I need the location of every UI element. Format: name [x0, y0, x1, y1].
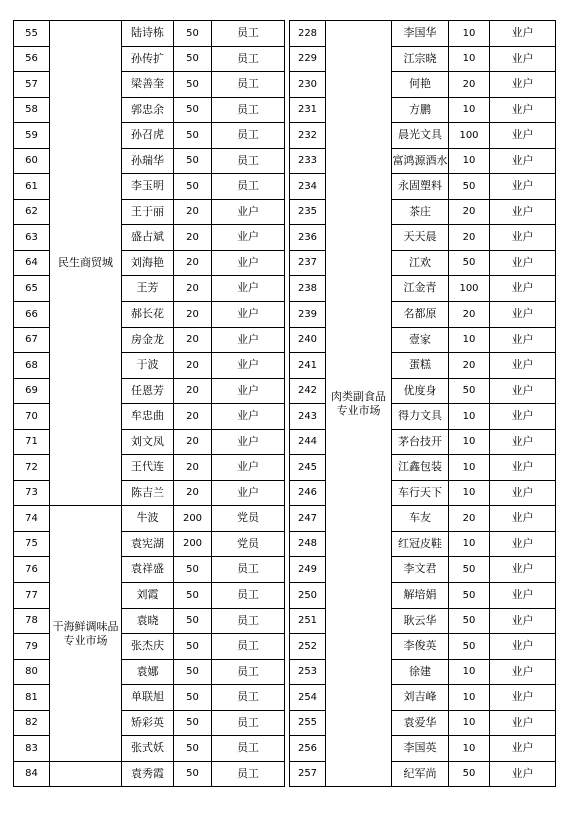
amount-cell: 50	[174, 710, 212, 736]
role-cell: 业户	[212, 429, 285, 455]
amount-cell: 200	[174, 506, 212, 532]
amount-cell: 50	[449, 557, 490, 583]
donor-name-cell: 刘海艳	[122, 250, 174, 276]
donor-name-cell: 孙传扩	[122, 46, 174, 72]
amount-cell: 10	[449, 97, 490, 123]
amount-cell: 200	[174, 531, 212, 557]
donor-name-cell: 王代连	[122, 455, 174, 481]
donor-name-cell: 房金龙	[122, 327, 174, 353]
row-number-cell: 239	[290, 302, 326, 328]
donor-name-cell: 江欢	[392, 250, 449, 276]
amount-cell: 50	[449, 634, 490, 660]
donor-name-cell: 红冠皮鞋	[392, 531, 449, 557]
role-cell: 员工	[212, 659, 285, 685]
donor-name-cell: 车友	[392, 506, 449, 532]
role-cell: 业户	[490, 736, 556, 762]
role-cell: 业户	[212, 250, 285, 276]
row-number-cell: 71	[14, 429, 50, 455]
amount-cell: 10	[449, 404, 490, 430]
role-cell: 业户	[490, 250, 556, 276]
donor-name-cell: 张式妖	[122, 736, 174, 762]
role-cell: 员工	[212, 21, 285, 47]
role-cell: 业户	[212, 199, 285, 225]
amount-cell: 50	[449, 608, 490, 634]
donor-name-cell: 郝长花	[122, 302, 174, 328]
market-group-cell: 民生商贸城	[50, 21, 122, 506]
row-number-cell: 254	[290, 685, 326, 711]
donor-name-cell: 孙召虎	[122, 123, 174, 149]
donor-name-cell: 袁秀霞	[122, 761, 174, 787]
table-row	[14, 506, 285, 532]
role-cell: 业户	[490, 72, 556, 98]
row-number-cell: 63	[14, 225, 50, 251]
donor-name-cell: 王芳	[122, 276, 174, 302]
donor-name-cell: 优度身	[392, 378, 449, 404]
role-cell: 业户	[490, 455, 556, 481]
row-number-cell: 78	[14, 608, 50, 634]
donor-name-cell: 车行天下	[392, 480, 449, 506]
role-cell: 员工	[212, 72, 285, 98]
row-number-cell: 59	[14, 123, 50, 149]
amount-cell: 10	[449, 21, 490, 47]
row-number-cell: 56	[14, 46, 50, 72]
row-number-cell: 79	[14, 634, 50, 660]
amount-cell: 50	[174, 72, 212, 98]
donation-table-right	[289, 20, 556, 787]
role-cell: 业户	[490, 276, 556, 302]
amount-cell: 50	[174, 761, 212, 787]
donor-name-cell: 晨光文具	[392, 123, 449, 149]
row-number-cell: 61	[14, 174, 50, 200]
donor-name-cell: 江宗晓	[392, 46, 449, 72]
amount-cell: 20	[174, 353, 212, 379]
role-cell: 员工	[212, 685, 285, 711]
role-cell: 员工	[212, 761, 285, 787]
role-cell: 业户	[490, 353, 556, 379]
donor-name-cell: 李玉明	[122, 174, 174, 200]
row-number-cell: 232	[290, 123, 326, 149]
donor-name-cell: 得力文具	[392, 404, 449, 430]
amount-cell: 20	[449, 353, 490, 379]
amount-cell: 10	[449, 480, 490, 506]
row-number-cell: 255	[290, 710, 326, 736]
donor-name-cell: 袁娜	[122, 659, 174, 685]
amount-cell: 20	[174, 429, 212, 455]
donor-name-cell: 刘吉峰	[392, 685, 449, 711]
row-number-cell: 67	[14, 327, 50, 353]
role-cell: 业户	[212, 378, 285, 404]
amount-cell: 50	[174, 736, 212, 762]
donor-name-cell: 牛波	[122, 506, 174, 532]
donor-name-cell: 纪军尚	[392, 761, 449, 787]
row-number-cell: 233	[290, 148, 326, 174]
amount-cell: 20	[449, 72, 490, 98]
amount-cell: 50	[174, 123, 212, 149]
donor-name-cell: 牟忠曲	[122, 404, 174, 430]
row-number-cell: 84	[14, 761, 50, 787]
donor-name-cell: 郭忠余	[122, 97, 174, 123]
role-cell: 业户	[490, 148, 556, 174]
row-number-cell: 228	[290, 21, 326, 47]
donor-name-cell: 徐建	[392, 659, 449, 685]
donor-name-cell: 于波	[122, 353, 174, 379]
donor-name-cell: 方鹏	[392, 97, 449, 123]
row-number-cell: 242	[290, 378, 326, 404]
row-number-cell: 72	[14, 455, 50, 481]
row-number-cell: 236	[290, 225, 326, 251]
donation-table-left	[13, 20, 285, 787]
amount-cell: 20	[174, 225, 212, 251]
role-cell: 业户	[212, 327, 285, 353]
donor-name-cell: 盛占斌	[122, 225, 174, 251]
donor-name-cell: 张杰庆	[122, 634, 174, 660]
role-cell: 党员	[212, 531, 285, 557]
role-cell: 业户	[490, 506, 556, 532]
role-cell: 业户	[490, 480, 556, 506]
table-row	[14, 761, 285, 787]
role-cell: 业户	[490, 710, 556, 736]
role-cell: 业户	[490, 761, 556, 787]
donor-name-cell: 袁宪湖	[122, 531, 174, 557]
role-cell: 业户	[490, 634, 556, 660]
role-cell: 业户	[490, 583, 556, 609]
donor-name-cell: 江鑫包装	[392, 455, 449, 481]
amount-cell: 20	[174, 250, 212, 276]
row-number-cell: 82	[14, 710, 50, 736]
role-cell: 业户	[490, 685, 556, 711]
row-number-cell: 81	[14, 685, 50, 711]
donor-name-cell: 名都原	[392, 302, 449, 328]
donor-name-cell: 刘霞	[122, 583, 174, 609]
amount-cell: 20	[174, 276, 212, 302]
amount-cell: 50	[174, 46, 212, 72]
donor-name-cell: 江金青	[392, 276, 449, 302]
row-number-cell: 57	[14, 72, 50, 98]
row-number-cell: 241	[290, 353, 326, 379]
role-cell: 业户	[490, 199, 556, 225]
role-cell: 员工	[212, 557, 285, 583]
row-number-cell: 235	[290, 199, 326, 225]
amount-cell: 10	[449, 46, 490, 72]
donor-name-cell: 永固塑料	[392, 174, 449, 200]
role-cell: 业户	[490, 659, 556, 685]
amount-cell: 50	[174, 21, 212, 47]
donor-name-cell: 孙瑞华	[122, 148, 174, 174]
amount-cell: 50	[449, 761, 490, 787]
amount-cell: 20	[174, 455, 212, 481]
role-cell: 业户	[490, 123, 556, 149]
row-number-cell: 55	[14, 21, 50, 47]
amount-cell: 10	[449, 736, 490, 762]
amount-cell: 20	[174, 199, 212, 225]
amount-cell: 50	[174, 148, 212, 174]
amount-cell: 50	[174, 634, 212, 660]
donor-name-cell: 袁晓	[122, 608, 174, 634]
donor-name-cell: 梁善奎	[122, 72, 174, 98]
row-number-cell: 237	[290, 250, 326, 276]
row-number-cell: 68	[14, 353, 50, 379]
role-cell: 业户	[490, 174, 556, 200]
amount-cell: 100	[449, 276, 490, 302]
role-cell: 业户	[212, 225, 285, 251]
row-number-cell: 229	[290, 46, 326, 72]
role-cell: 业户	[490, 46, 556, 72]
row-number-cell: 83	[14, 736, 50, 762]
amount-cell: 50	[449, 378, 490, 404]
row-number-cell: 240	[290, 327, 326, 353]
role-cell: 业户	[490, 378, 556, 404]
table-row	[14, 21, 285, 47]
amount-cell: 50	[174, 174, 212, 200]
right-table-body	[290, 21, 556, 787]
row-number-cell: 243	[290, 404, 326, 430]
role-cell: 员工	[212, 123, 285, 149]
row-number-cell: 257	[290, 761, 326, 787]
role-cell: 业户	[490, 302, 556, 328]
amount-cell: 10	[449, 659, 490, 685]
row-number-cell: 80	[14, 659, 50, 685]
amount-cell: 50	[449, 583, 490, 609]
role-cell: 业户	[490, 608, 556, 634]
donor-name-cell: 李文君	[392, 557, 449, 583]
row-number-cell: 248	[290, 531, 326, 557]
amount-cell: 10	[449, 455, 490, 481]
role-cell: 员工	[212, 710, 285, 736]
donor-name-cell: 袁爱华	[392, 710, 449, 736]
role-cell: 党员	[212, 506, 285, 532]
row-number-cell: 249	[290, 557, 326, 583]
role-cell: 员工	[212, 583, 285, 609]
donor-name-cell: 茶庄	[392, 199, 449, 225]
amount-cell: 20	[174, 327, 212, 353]
market-group-cell: 肉类副食品专业市场	[326, 21, 392, 787]
role-cell: 员工	[212, 97, 285, 123]
amount-cell: 10	[449, 148, 490, 174]
donor-name-cell: 任恩芳	[122, 378, 174, 404]
role-cell: 业户	[490, 404, 556, 430]
amount-cell: 20	[174, 302, 212, 328]
row-number-cell: 65	[14, 276, 50, 302]
amount-cell: 20	[449, 302, 490, 328]
row-number-cell: 230	[290, 72, 326, 98]
amount-cell: 10	[449, 685, 490, 711]
amount-cell: 20	[174, 480, 212, 506]
role-cell: 员工	[212, 608, 285, 634]
donor-name-cell: 壹家	[392, 327, 449, 353]
amount-cell: 50	[174, 97, 212, 123]
row-number-cell: 77	[14, 583, 50, 609]
row-number-cell: 69	[14, 378, 50, 404]
donor-name-cell: 耿云华	[392, 608, 449, 634]
row-number-cell: 244	[290, 429, 326, 455]
donor-name-cell: 袁祥盛	[122, 557, 174, 583]
row-number-cell: 238	[290, 276, 326, 302]
role-cell: 业户	[490, 21, 556, 47]
amount-cell: 100	[449, 123, 490, 149]
donor-name-cell: 矫彩英	[122, 710, 174, 736]
donor-name-cell: 解培娟	[392, 583, 449, 609]
row-number-cell: 246	[290, 480, 326, 506]
role-cell: 业户	[212, 302, 285, 328]
role-cell: 员工	[212, 736, 285, 762]
row-number-cell: 62	[14, 199, 50, 225]
row-number-cell: 251	[290, 608, 326, 634]
amount-cell: 50	[174, 659, 212, 685]
row-number-cell: 74	[14, 506, 50, 532]
amount-cell: 20	[174, 378, 212, 404]
amount-cell: 10	[449, 327, 490, 353]
row-number-cell: 245	[290, 455, 326, 481]
role-cell: 员工	[212, 46, 285, 72]
donor-name-cell: 何艳	[392, 72, 449, 98]
role-cell: 员工	[212, 174, 285, 200]
role-cell: 业户	[212, 480, 285, 506]
amount-cell: 10	[449, 531, 490, 557]
donor-name-cell: 王于丽	[122, 199, 174, 225]
row-number-cell: 250	[290, 583, 326, 609]
donor-name-cell: 茅台技开	[392, 429, 449, 455]
row-number-cell: 252	[290, 634, 326, 660]
amount-cell: 50	[174, 685, 212, 711]
donor-name-cell: 陈吉兰	[122, 480, 174, 506]
role-cell: 业户	[490, 557, 556, 583]
row-number-cell: 231	[290, 97, 326, 123]
role-cell: 业户	[212, 404, 285, 430]
row-number-cell: 66	[14, 302, 50, 328]
row-number-cell: 70	[14, 404, 50, 430]
role-cell: 业户	[212, 353, 285, 379]
role-cell: 业户	[490, 429, 556, 455]
amount-cell: 50	[174, 583, 212, 609]
row-number-cell: 76	[14, 557, 50, 583]
row-number-cell: 256	[290, 736, 326, 762]
row-number-cell: 75	[14, 531, 50, 557]
role-cell: 业户	[212, 455, 285, 481]
row-number-cell: 253	[290, 659, 326, 685]
donor-name-cell: 李国英	[392, 736, 449, 762]
role-cell: 业户	[490, 225, 556, 251]
amount-cell: 20	[449, 199, 490, 225]
row-number-cell: 247	[290, 506, 326, 532]
row-number-cell: 64	[14, 250, 50, 276]
donor-name-cell: 单联旭	[122, 685, 174, 711]
amount-cell: 50	[449, 174, 490, 200]
donor-name-cell: 富鸿源酒水	[392, 148, 449, 174]
amount-cell: 10	[449, 710, 490, 736]
row-number-cell: 58	[14, 97, 50, 123]
role-cell: 员工	[212, 148, 285, 174]
row-number-cell: 60	[14, 148, 50, 174]
amount-cell: 10	[449, 429, 490, 455]
role-cell: 业户	[490, 327, 556, 353]
role-cell: 业户	[490, 97, 556, 123]
row-number-cell: 73	[14, 480, 50, 506]
donor-name-cell: 天天晨	[392, 225, 449, 251]
role-cell: 业户	[490, 531, 556, 557]
market-group-cell	[50, 761, 122, 787]
market-group-cell: 干海鲜调味品专业市场	[50, 506, 122, 761]
table-row	[290, 21, 556, 47]
left-table-body	[14, 21, 285, 787]
amount-cell: 50	[449, 250, 490, 276]
row-number-cell: 234	[290, 174, 326, 200]
amount-cell: 20	[174, 404, 212, 430]
amount-cell: 50	[174, 608, 212, 634]
amount-cell: 50	[174, 557, 212, 583]
donor-name-cell: 蛋糕	[392, 353, 449, 379]
role-cell: 业户	[212, 276, 285, 302]
donor-name-cell: 陆诗栋	[122, 21, 174, 47]
role-cell: 员工	[212, 634, 285, 660]
amount-cell: 20	[449, 506, 490, 532]
donor-name-cell: 李国华	[392, 21, 449, 47]
donor-name-cell: 李俊英	[392, 634, 449, 660]
donor-name-cell: 刘文凤	[122, 429, 174, 455]
amount-cell: 20	[449, 225, 490, 251]
